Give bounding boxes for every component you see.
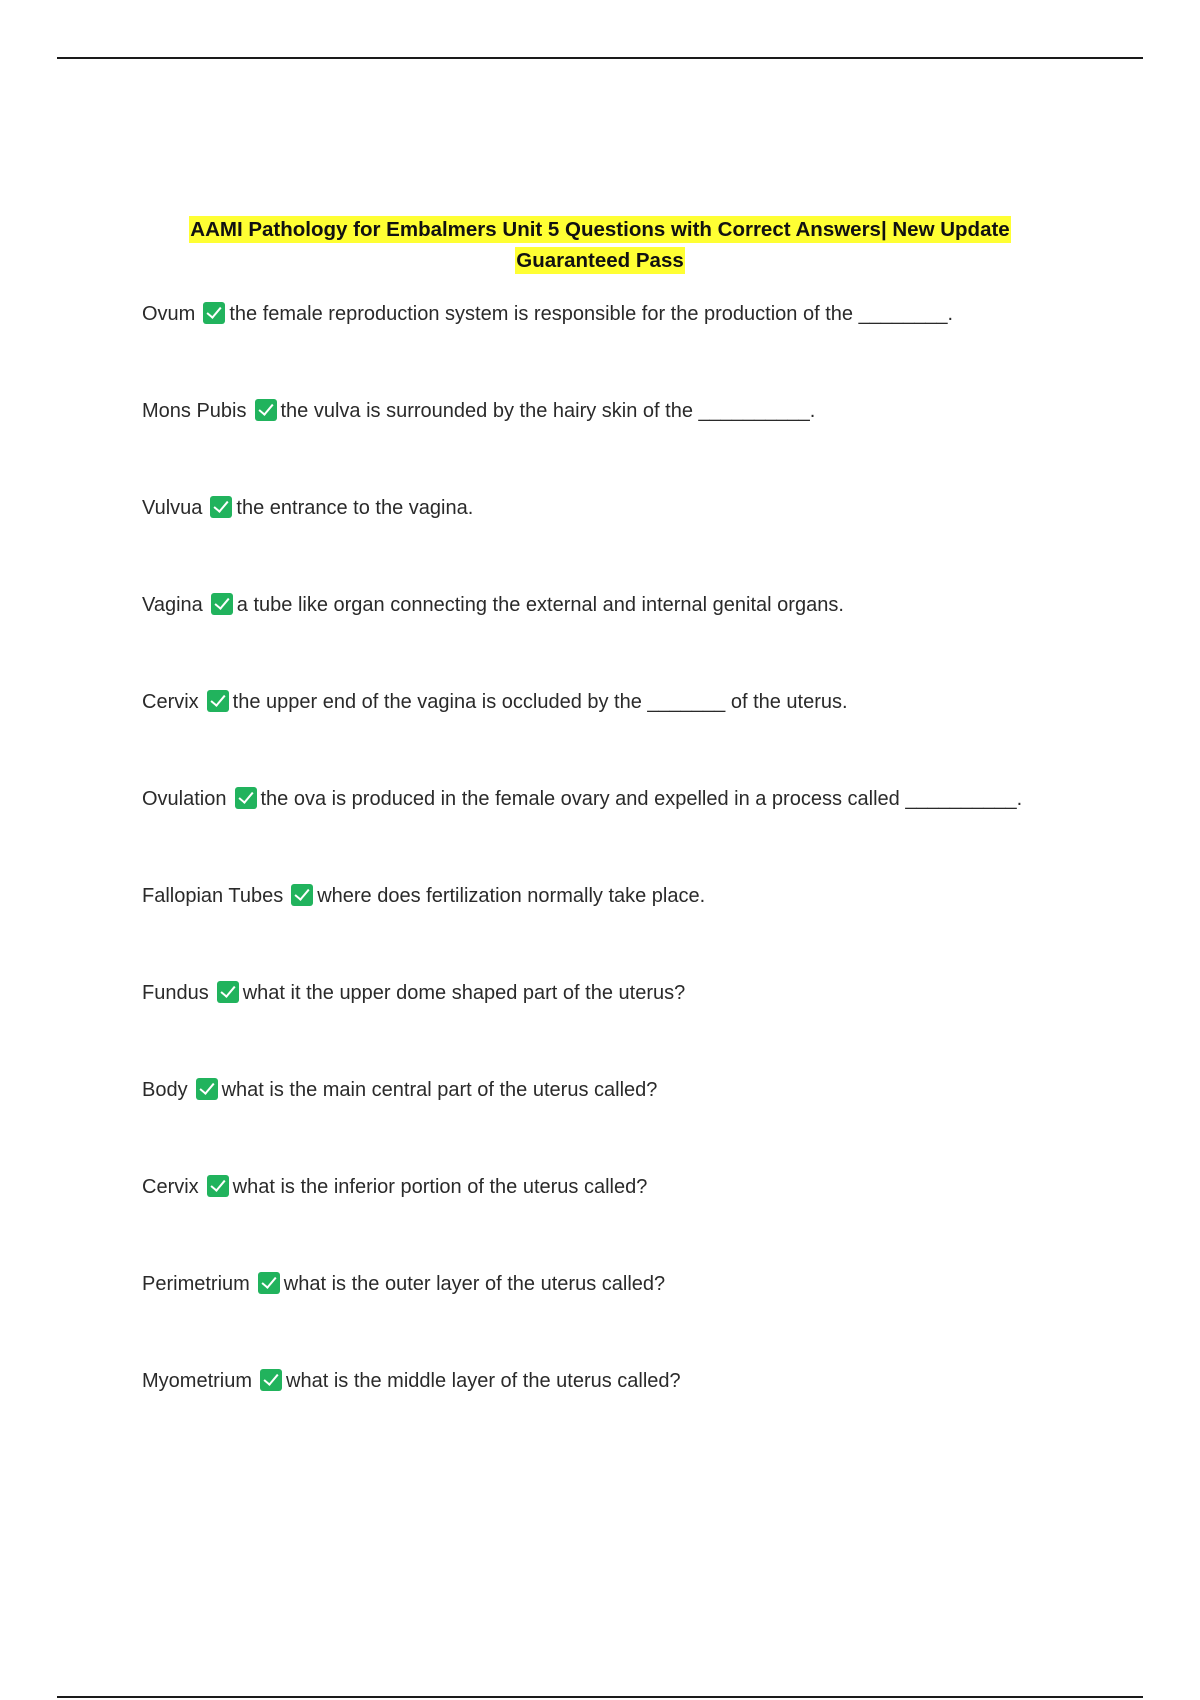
check-icon (258, 1272, 280, 1294)
list-item (142, 393, 1042, 429)
list-item (142, 1363, 1042, 1399)
list-item (142, 1169, 1042, 1205)
question-text: the female reproduction system is responsible for the production of the ________. (229, 303, 954, 325)
qa-list (142, 296, 1042, 1460)
answer-term: Cervix (142, 691, 199, 713)
check-icon (291, 884, 313, 906)
check-icon (207, 1175, 229, 1197)
answer-term: Myometrium (142, 1370, 253, 1392)
header-rule (57, 57, 1143, 59)
check-icon (255, 399, 277, 421)
question-text: the vulva is surrounded by the hairy skin of the __________. (280, 400, 816, 422)
answer-term: Mons Pubis (142, 400, 247, 422)
question-text: a tube like organ connecting the external and internal genital organs. (236, 594, 844, 616)
answer-term: Fundus (142, 982, 209, 1004)
question-text: the ova is produced in the female ovary and expelled in a process called __________. (260, 788, 1023, 810)
question-text: what is the outer layer of the uterus called? (283, 1273, 666, 1295)
list-item (142, 587, 1042, 623)
list-item (142, 781, 1042, 817)
answer-term: Cervix (142, 1176, 199, 1198)
check-icon (217, 981, 239, 1003)
question-text: the upper end of the vagina is occluded by the _______ of the uterus. (232, 691, 848, 713)
answer-term: Ovulation (142, 788, 227, 810)
question-text: what is the main central part of the uterus called? (221, 1079, 658, 1101)
title-line-1: AAMI Pathology for Embalmers Unit 5 Questions with Correct Answers| New Update (190, 218, 1010, 241)
answer-term: Perimetrium (142, 1273, 250, 1295)
page-title (140, 214, 1060, 276)
list-item (142, 878, 1042, 914)
question-text: what is the inferior portion of the uterus called? (232, 1176, 648, 1198)
check-icon (203, 302, 225, 324)
list-item (142, 1072, 1042, 1108)
list-item (142, 1266, 1042, 1302)
answer-term: Body (142, 1079, 188, 1101)
answer-term: Fallopian Tubes (142, 885, 284, 907)
answer-term: Ovum (142, 303, 196, 325)
list-item (142, 490, 1042, 526)
check-icon (196, 1078, 218, 1100)
check-icon (210, 496, 232, 518)
list-item (142, 684, 1042, 720)
list-item (142, 975, 1042, 1011)
answer-term: Vagina (142, 594, 203, 616)
question-text: the entrance to the vagina. (236, 497, 474, 519)
question-text: where does fertilization normally take place. (317, 885, 706, 907)
title-line-2: Guaranteed Pass (516, 249, 684, 272)
list-item (142, 296, 1042, 332)
check-icon (207, 690, 229, 712)
check-icon (235, 787, 257, 809)
question-text: what it the upper dome shaped part of the uterus? (242, 982, 686, 1004)
question-text: what is the middle layer of the uterus called? (286, 1370, 681, 1392)
answer-term: Vulvua (142, 497, 203, 519)
check-icon (260, 1369, 282, 1391)
footer-rule (57, 1696, 1143, 1698)
check-icon (211, 593, 233, 615)
